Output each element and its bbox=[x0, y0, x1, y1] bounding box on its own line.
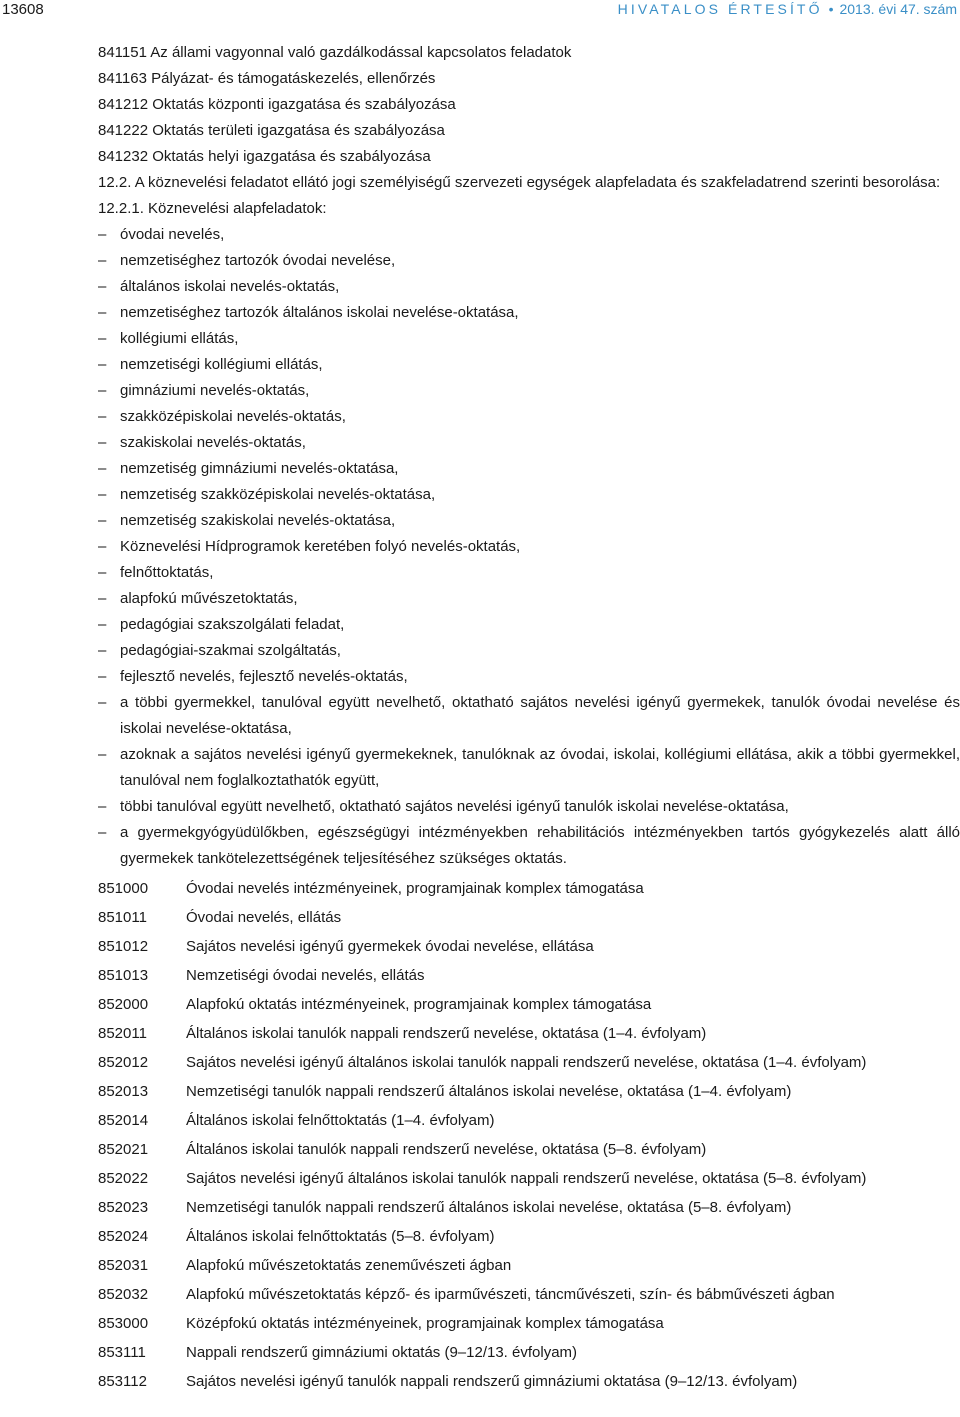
issue-number: 2013. évi 47. szám bbox=[839, 1, 957, 17]
table-row bbox=[98, 1019, 960, 1048]
list-item-text: nemzetiséghez tartozók óvodai nevelése, bbox=[120, 252, 396, 269]
code-description: Alapfokú művészetoktatás képző- és iparművészeti, táncművészeti, szín- és bábművészeti ágban bbox=[186, 1286, 835, 1303]
list-item-text: szakiskolai nevelés-oktatás, bbox=[120, 434, 306, 451]
table-row bbox=[98, 903, 960, 932]
table-row bbox=[98, 1193, 960, 1222]
dash-bullet: – bbox=[98, 824, 107, 841]
intro-code-lines bbox=[98, 40, 960, 170]
code-number: 851013 bbox=[98, 967, 149, 984]
code-number: 853111 bbox=[98, 1344, 146, 1361]
list-item-text: általános iskolai nevelés-oktatás, bbox=[120, 278, 340, 295]
table-row bbox=[98, 1222, 960, 1251]
code-number: 851000 bbox=[98, 880, 149, 897]
list-item-text: nemzetiséghez tartozók általános iskolai nevelése-oktatása, bbox=[120, 304, 519, 321]
dash-bullet: – bbox=[98, 304, 107, 321]
code-description: Óvodai nevelés intézményeinek, programjainak komplex támogatása bbox=[186, 880, 644, 897]
code-description: Nemzetiségi tanulók nappali rendszerű általános iskolai nevelése, oktatása (5–8. évfolyam) bbox=[186, 1199, 792, 1216]
dash-bullet: – bbox=[98, 278, 107, 295]
list-item-text: pedagógiai szakszolgálati feladat, bbox=[120, 616, 345, 633]
table-row bbox=[98, 1135, 960, 1164]
list-item bbox=[98, 664, 960, 690]
document-body bbox=[98, 40, 960, 1396]
table-row bbox=[98, 1106, 960, 1135]
list-item-text: azoknak a sajátos nevelési igényű gyermekeknek, tanulóknak az óvodai, iskolai, kollégiumi ellátása, akik a többi gyermekkel, tanulóval nem foglalkoztathatók együtt, bbox=[120, 746, 960, 789]
code-number: 852011 bbox=[98, 1025, 147, 1042]
journal-info bbox=[618, 1, 957, 17]
code-description: Középfokú oktatás intézményeinek, programjainak komplex támogatása bbox=[186, 1315, 664, 1332]
dash-bullet: – bbox=[98, 252, 107, 269]
dash-bullet: – bbox=[98, 330, 107, 347]
code-number: 852031 bbox=[98, 1257, 149, 1274]
table-row bbox=[98, 961, 960, 990]
list-item bbox=[98, 300, 960, 326]
code-number: 851012 bbox=[98, 938, 149, 955]
dash-bullet: – bbox=[98, 668, 107, 685]
code-number: 851011 bbox=[98, 909, 147, 926]
list-item-text: felnőttoktatás, bbox=[120, 564, 214, 581]
code-description: Sajátos nevelési igényű gyermekek óvodai nevelése, ellátása bbox=[186, 938, 594, 955]
code-description: Alapfokú művészetoktatás zeneművészeti ágban bbox=[186, 1257, 512, 1274]
dash-bullet: – bbox=[98, 460, 107, 477]
code-number: 852023 bbox=[98, 1199, 149, 1216]
list-item-text: Köznevelési Hídprogramok keretében folyó nevelés-oktatás, bbox=[120, 538, 521, 555]
code-description: Általános iskolai felnőttoktatás (5–8. évfolyam) bbox=[186, 1228, 495, 1245]
code-description: Általános iskolai tanulók nappali rendszerű nevelése, oktatása (1–4. évfolyam) bbox=[186, 1025, 707, 1042]
table-row bbox=[98, 1367, 960, 1396]
intro-line: 841163 Pályázat- és támogatáskezelés, ellenőrzés bbox=[98, 70, 436, 87]
list-item bbox=[98, 378, 960, 404]
intro-line: 841212 Oktatás központi igazgatása és szabályozása bbox=[98, 96, 456, 113]
dash-bullet: – bbox=[98, 798, 107, 815]
code-number: 852022 bbox=[98, 1170, 149, 1187]
table-row bbox=[98, 1280, 960, 1309]
dash-bullet: – bbox=[98, 590, 107, 607]
list-item-text: nemzetiségi kollégiumi ellátás, bbox=[120, 356, 323, 373]
table-row bbox=[98, 990, 960, 1019]
code-description: Általános iskolai tanulók nappali rendszerű nevelése, oktatása (5–8. évfolyam) bbox=[186, 1141, 707, 1158]
code-description: Óvodai nevelés, ellátás bbox=[186, 909, 342, 926]
list-item bbox=[98, 742, 960, 794]
dash-bullet: – bbox=[98, 408, 107, 425]
dash-bullet: – bbox=[98, 486, 107, 503]
list-item bbox=[98, 638, 960, 664]
dash-bullet: – bbox=[98, 512, 107, 529]
list-item-text: többi tanulóval együtt nevelhető, oktatható sajátos nevelési igényű tanulók iskolai nevelése-oktatása, bbox=[120, 798, 789, 815]
dash-bullet: – bbox=[98, 694, 107, 711]
journal-title: HIVATALOS ÉRTESÍTŐ bbox=[617, 1, 823, 17]
list-item-text: nemzetiség szakközépiskolai nevelés-oktatása, bbox=[120, 486, 436, 503]
code-number: 852000 bbox=[98, 996, 149, 1013]
list-item bbox=[98, 820, 960, 872]
header-bullet: • bbox=[828, 1, 834, 17]
table-row bbox=[98, 1077, 960, 1106]
list-item bbox=[98, 456, 960, 482]
code-number: 852032 bbox=[98, 1286, 149, 1303]
table-row bbox=[98, 1048, 960, 1077]
dash-bullet: – bbox=[98, 616, 107, 633]
subsection-heading: 12.2.1. Köznevelési alapfeladatok: bbox=[98, 200, 327, 217]
intro-line: 841232 Oktatás helyi igazgatása és szabályozása bbox=[98, 148, 431, 165]
list-item-text: fejlesztő nevelés, fejlesztő nevelés-oktatás, bbox=[120, 668, 408, 685]
list-item bbox=[98, 690, 960, 742]
list-item-text: pedagógiai-szakmai szolgáltatás, bbox=[120, 642, 341, 659]
list-item bbox=[98, 404, 960, 430]
code-table bbox=[98, 874, 960, 1396]
code-description: Sajátos nevelési igényű általános iskolai tanulók nappali rendszerű nevelése, oktatása (1–4. évfolyam) bbox=[186, 1054, 867, 1071]
task-list bbox=[98, 222, 960, 872]
list-item bbox=[98, 508, 960, 534]
list-item bbox=[98, 794, 960, 820]
code-description: Sajátos nevelési igényű általános iskolai tanulók nappali rendszerű nevelése, oktatása (5–8. évfolyam) bbox=[186, 1170, 867, 1187]
dash-bullet: – bbox=[98, 538, 107, 555]
list-item bbox=[98, 482, 960, 508]
table-row bbox=[98, 932, 960, 961]
dash-bullet: – bbox=[98, 746, 107, 763]
list-item-text: alapfokú művészetoktatás, bbox=[120, 590, 298, 607]
table-row bbox=[98, 1251, 960, 1280]
table-row bbox=[98, 874, 960, 903]
dash-bullet: – bbox=[98, 382, 107, 399]
code-description: Nemzetiségi tanulók nappali rendszerű általános iskolai nevelése, oktatása (1–4. évfolyam) bbox=[186, 1083, 792, 1100]
list-item-text: a többi gyermekkel, tanulóval együtt nevelhető, oktatható sajátos nevelési igényű gyermekek, tanulók óvodai nevelése és iskolai nevelése-oktatása, bbox=[120, 694, 960, 737]
list-item-text: szakközépiskolai nevelés-oktatás, bbox=[120, 408, 346, 425]
list-item bbox=[98, 326, 960, 352]
dash-bullet: – bbox=[98, 564, 107, 581]
intro-line: 841151 Az állami vagyonnal való gazdálkodással kapcsolatos feladatok bbox=[98, 44, 572, 61]
code-description: Nemzetiségi óvodai nevelés, ellátás bbox=[186, 967, 425, 984]
code-description: Alapfokú oktatás intézményeinek, programjainak komplex támogatása bbox=[186, 996, 652, 1013]
code-number: 852021 bbox=[98, 1141, 149, 1158]
code-description: Sajátos nevelési igényű tanulók nappali rendszerű gimnáziumi oktatása (9–12/13. évfolyam) bbox=[186, 1373, 798, 1390]
table-row bbox=[98, 1338, 960, 1367]
list-item bbox=[98, 274, 960, 300]
list-item bbox=[98, 586, 960, 612]
code-number: 852013 bbox=[98, 1083, 149, 1100]
list-item bbox=[98, 430, 960, 456]
dash-bullet: – bbox=[98, 434, 107, 451]
list-item-text: a gyermekgyógyüdülőkben, egészségügyi intézményekben rehabilitációs intézményekben tartós gyógykezelés alatt álló gyermekek tankötelezettségének teljesítéséhez szükséges oktatás. bbox=[120, 824, 960, 867]
dash-bullet: – bbox=[98, 356, 107, 373]
list-item bbox=[98, 222, 960, 248]
code-number: 852012 bbox=[98, 1054, 149, 1071]
code-number: 852014 bbox=[98, 1112, 149, 1129]
list-item-text: kollégiumi ellátás, bbox=[120, 330, 239, 347]
section-heading: 12.2. A köznevelési feladatot ellátó jogi személyiségű szervezeti egységek alapfeladata és szakfeladatrend szerinti besorolása: bbox=[98, 174, 941, 191]
list-item bbox=[98, 612, 960, 638]
dash-bullet: – bbox=[98, 226, 107, 243]
code-number: 853112 bbox=[98, 1373, 147, 1390]
list-item bbox=[98, 248, 960, 274]
list-item-text: nemzetiség gimnáziumi nevelés-oktatása, bbox=[120, 460, 399, 477]
table-row bbox=[98, 1309, 960, 1338]
page-header bbox=[0, 0, 960, 26]
dash-bullet: – bbox=[98, 642, 107, 659]
list-item bbox=[98, 352, 960, 378]
list-item bbox=[98, 534, 960, 560]
list-item-text: nemzetiség szakiskolai nevelés-oktatása, bbox=[120, 512, 396, 529]
table-row bbox=[98, 1164, 960, 1193]
list-item-text: gimnáziumi nevelés-oktatás, bbox=[120, 382, 310, 399]
page-number: 13608 bbox=[2, 1, 44, 18]
code-description: Általános iskolai felnőttoktatás (1–4. évfolyam) bbox=[186, 1112, 495, 1129]
code-number: 852024 bbox=[98, 1228, 149, 1245]
intro-line: 841222 Oktatás területi igazgatása és szabályozása bbox=[98, 122, 445, 139]
list-item-text: óvodai nevelés, bbox=[120, 226, 225, 243]
code-description: Nappali rendszerű gimnáziumi oktatás (9–12/13. évfolyam) bbox=[186, 1344, 578, 1361]
code-number: 853000 bbox=[98, 1315, 149, 1332]
list-item bbox=[98, 560, 960, 586]
